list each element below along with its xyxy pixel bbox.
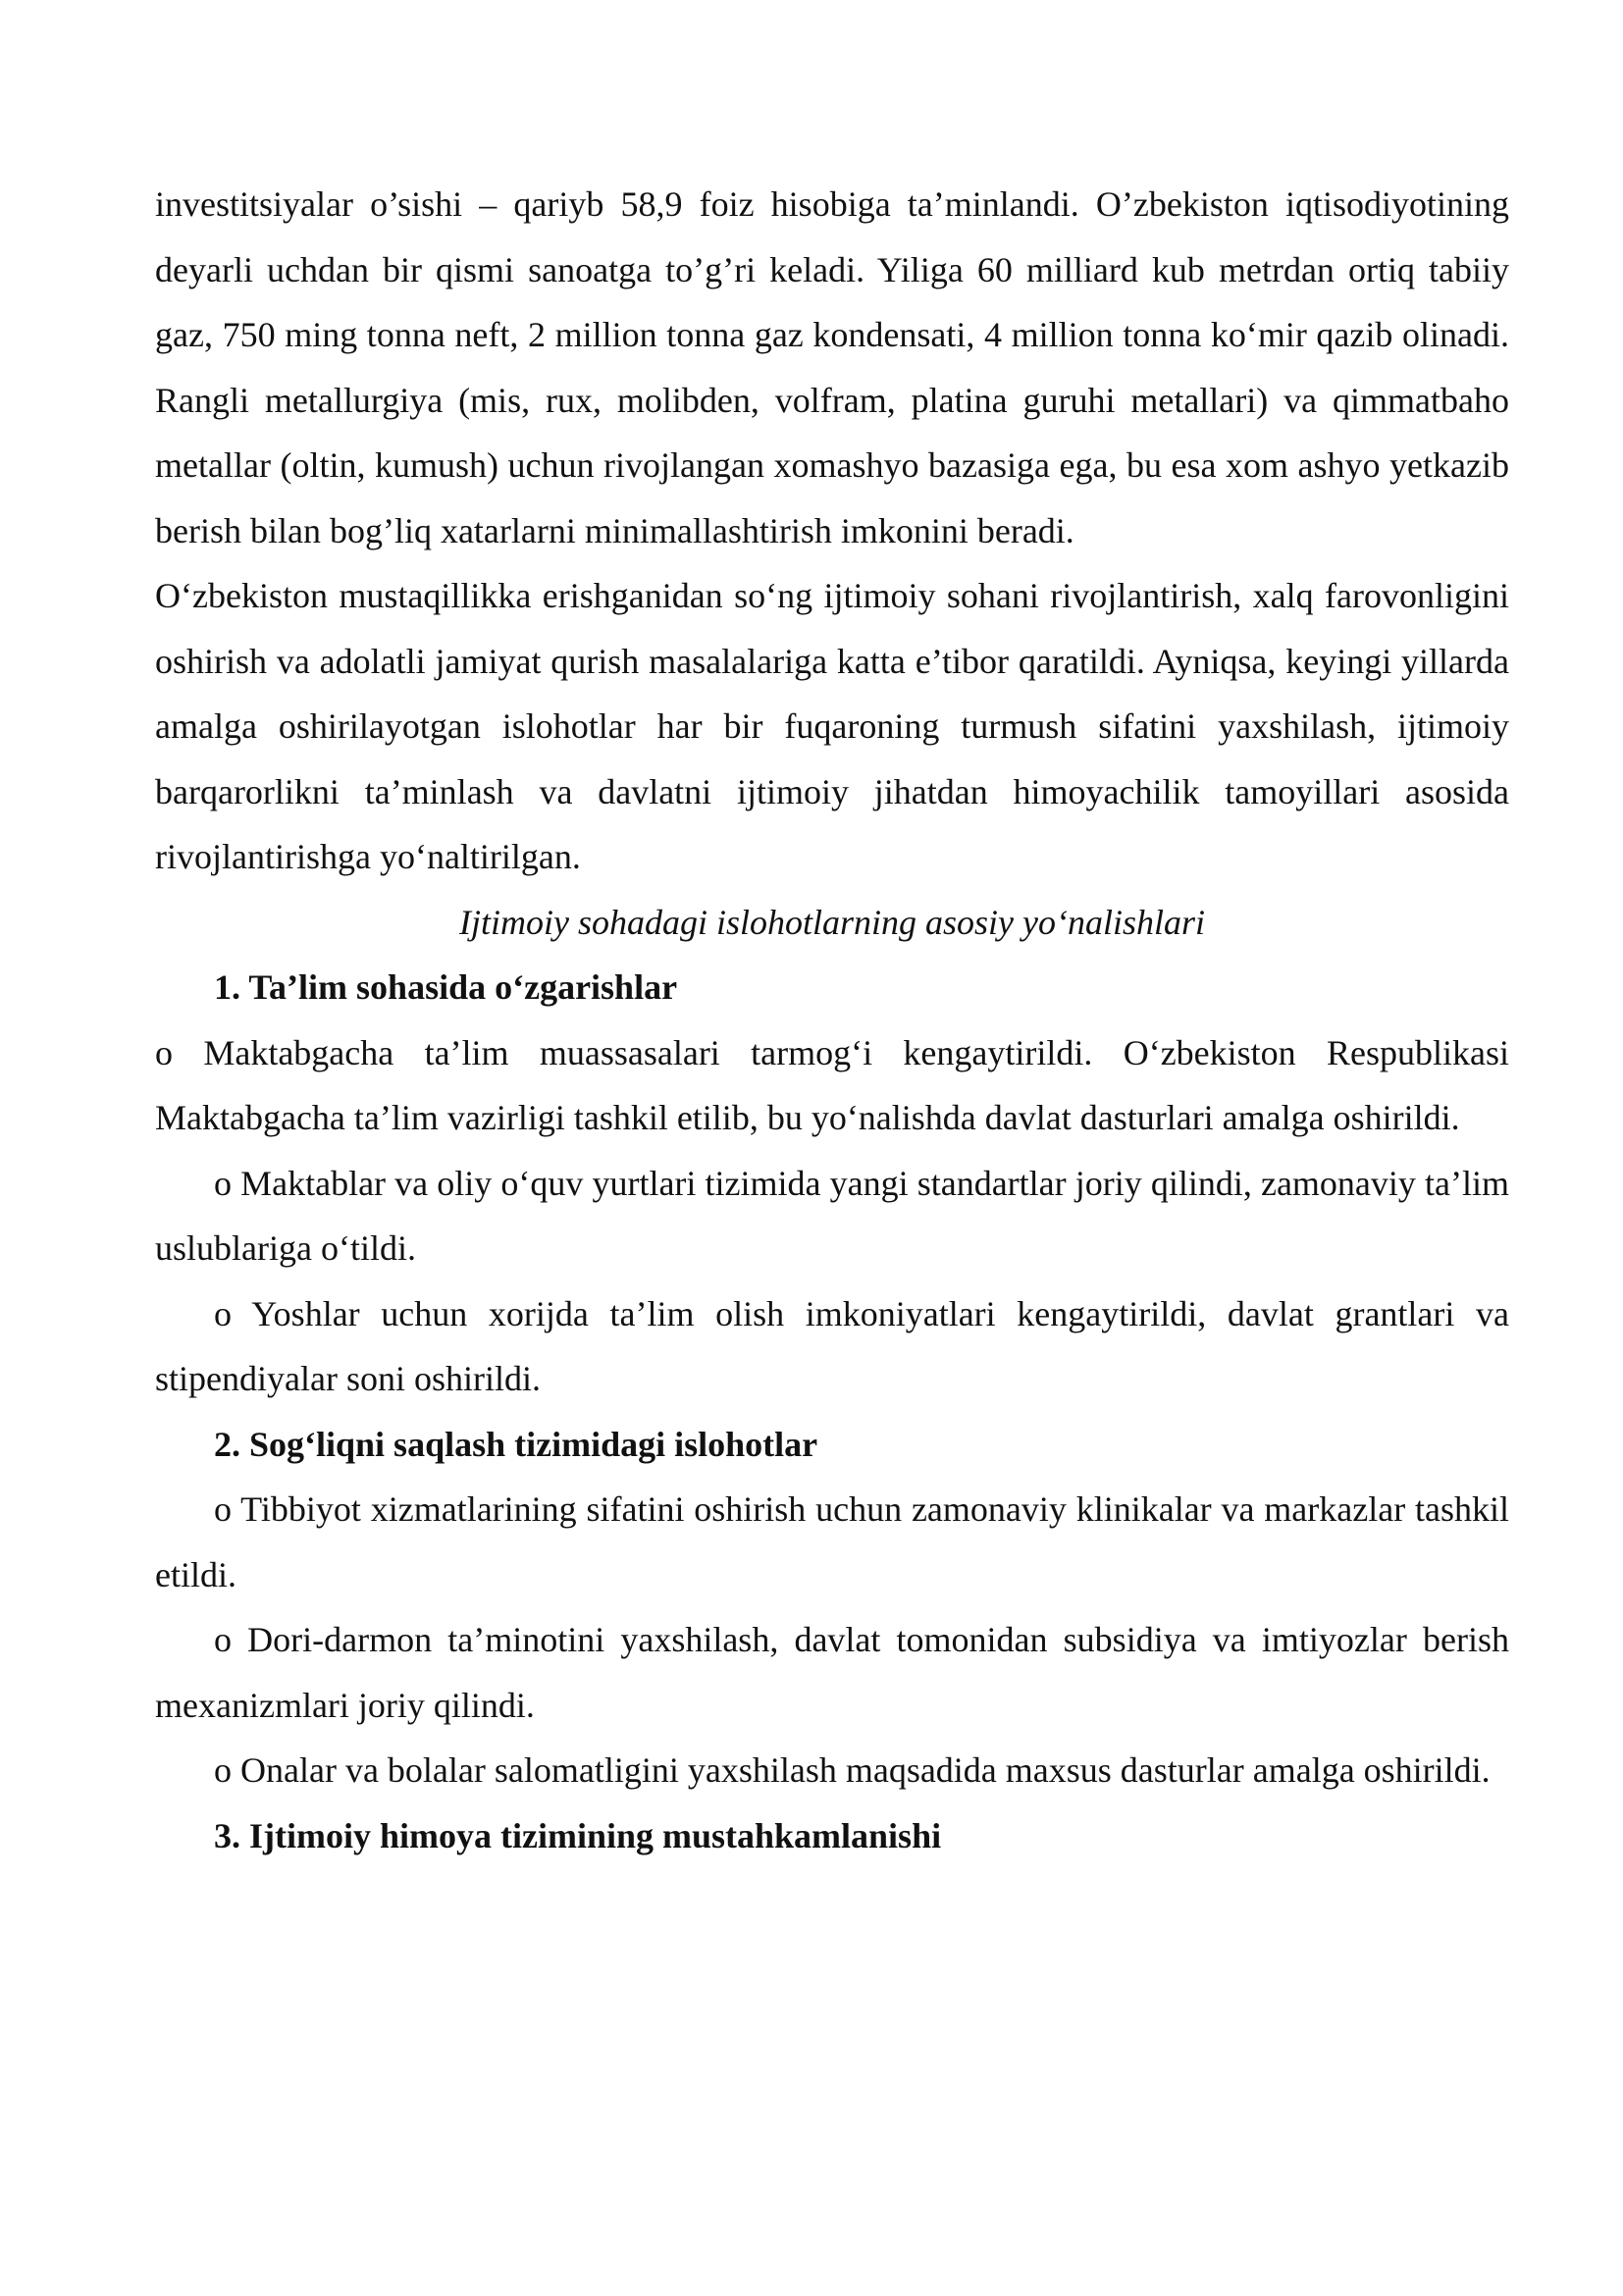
- list-item: o Dori-darmon ta’minotini yaxshilash, davlat tomonidan subsidiya va imtiyozlar berish mexanizmlari joriy qilindi.: [155, 1620, 1509, 1725]
- list-item: o Tibbiyot xizmatlarining sifatini oshirish uchun zamonaviy klinikalar va markazlar tashkil etildi.: [155, 1489, 1509, 1594]
- section-heading-social-protection: 3. Ijtimoiy himoya tizimining mustahkamlanishi: [214, 1815, 942, 1855]
- document-body: [155, 172, 1509, 1868]
- section-subtitle: Ijtimoiy sohadagi islohotlarning asosiy yo‘nalishlari: [458, 902, 1205, 942]
- intro-paragraph-2: O‘zbekiston mustaqillikka erishganidan so‘ng ijtimoiy sohani rivojlantirish, xalq farovonligini oshirish va adolatli jamiyat qurish masalalariga katta e’tibor qaratildi. Ayniqsa, keyingi yillarda amalga oshirilayotgan islohotlar har bir fuqaroning turmush sifatini yaxshilash, ijtimoiy barqarorlikni ta’minlash va davlatni ijtimoiy jihatdan himoyachilik tamoyillari asosida rivojlantirishga yo‘naltirilgan.: [155, 576, 1509, 876]
- list-item: o Maktabgacha ta’lim muassasalari tarmog‘i kengaytirildi. O‘zbekiston Respublikasi Maktabgacha ta’lim vazirligi tashkil etilib, bu yo‘nalishda davlat dasturlari amalga oshirildi.: [155, 1032, 1509, 1137]
- list-item: o Yoshlar uchun xorijda ta’lim olish imkoniyatlari kengaytirildi, davlat grantlari va stipendiyalar soni oshirildi.: [155, 1293, 1509, 1398]
- section-heading-healthcare: 2. Sog‘liqni saqlash tizimidagi islohotlar: [214, 1424, 818, 1464]
- section-heading-education: 1. Ta’lim sohasida o‘zgarishlar: [214, 967, 678, 1007]
- list-item: o Onalar va bolalar salomatligini yaxshilash maqsadida maxsus dasturlar amalga oshirildi.: [214, 1750, 1491, 1790]
- list-item: o Maktablar va oliy o‘quv yurtlari tizimida yangi standartlar joriy qilindi, zamonaviy ta’lim uslublariga o‘tildi.: [155, 1163, 1509, 1268]
- intro-paragraph-1: investitsiyalar o’sishi – qariyb 58,9 foiz hisobiga ta’minlandi. O’zbekiston iqtisodiyotining deyarli uchdan bir qismi sanoatga to’g’ri keladi. Yiliga 60 milliard kub metrdan ortiq tabiiy gaz, 750 ming tonna neft, 2 million tonna gaz kondensati, 4 million tonna ko‘mir qazib olinadi. Rangli metallurgiya (mis, rux, molibden, volfram, platina guruhi metallari) va qimmatbaho metallar (oltin, kumush) uchun rivojlangan xomashyo bazasiga ega, bu esa xom ashyo yetkazib berish bilan bog’liq xatarlarni minimallashtirish imkonini beradi.: [155, 184, 1509, 550]
